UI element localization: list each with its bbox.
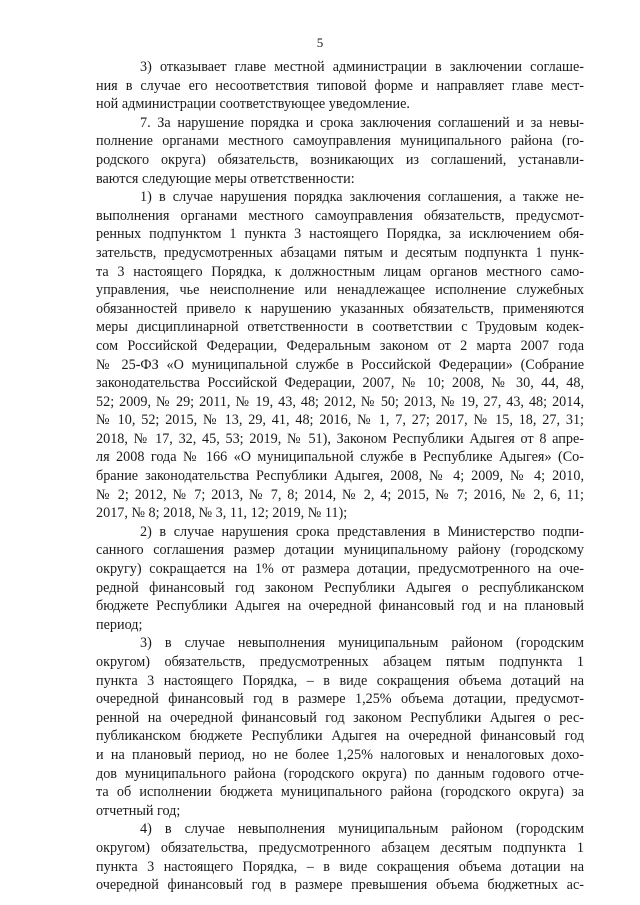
paragraph	[96, 523, 584, 635]
text-line: пункта 3 настоящего Порядка, – в виде сокращения объема дотации на	[96, 858, 584, 875]
text-line: ля 2008 года № 166 «О муниципальной службе в Республике Адыгея» (Со-	[96, 449, 584, 466]
text-line: выполнения органами местного самоуправления обязательств, предусмот-	[96, 207, 584, 224]
text-line: 3) отказывает главе местной администрации в заключении соглаше-	[140, 59, 584, 75]
text-line: период;	[96, 616, 143, 633]
text-line: обязанностей привело к нарушению указанных обязательств, применяются	[96, 300, 584, 317]
text-line: очередной финансовый год в размере превышения объема бюджетных ас-	[96, 877, 584, 894]
paragraph	[96, 188, 584, 523]
text-line: 52; 2009, № 29; 2011, № 19, 43, 48; 2012, № 50; 2013, № 19, 27, 43, 48; 2014,	[96, 393, 584, 410]
text-line: и на плановый период, но не более 1,25% налоговых и неналоговых дохо-	[96, 746, 584, 763]
text-line: ренных подпунктом 1 пункта 3 настоящего Порядка, за исключением обя-	[96, 226, 584, 243]
text-line: управления, чье неисполнение или ненадлежащее исполнение служебных	[96, 282, 584, 299]
paragraph	[96, 58, 584, 114]
text-line: та 3 настоящего Порядка, к должностным лицам органов местного само-	[96, 263, 584, 280]
text-line: 7. За нарушение порядка и срока заключения соглашений и за невы-	[140, 114, 584, 131]
text-line: 2) в случае нарушения срока представления в Министерство подпи-	[140, 523, 584, 540]
text-line: ваются следующие меры ответственности:	[96, 170, 355, 187]
text-line: законодательства Российской Федерации, 2007, № 10; 2008, № 30, 44, 48,	[96, 375, 584, 392]
text-line: родского округа) обязательств, возникающих из соглашений, устанавли-	[96, 151, 584, 168]
text-line: ной администрации соответствующее уведомление.	[96, 96, 410, 113]
text-line: № 2; 2012, № 7; 2013, № 7, 8; 2014, № 2, 4; 2015, № 7; 2016, № 2, 6, 11;	[96, 486, 584, 503]
text-line: полнение органами местного самоуправления муниципального района (го-	[96, 133, 584, 150]
text-line: 2017, № 8; 2018, № 3, 11, 12; 2019, № 11);	[96, 505, 348, 522]
text-line: округом) обязательства, предусмотренного абзацем десятым подпункта 1	[96, 839, 584, 856]
text-line: № 25-ФЗ «О муниципальной службе в Российской Федерации» (Собрание	[96, 356, 584, 373]
text-line: санного соглашения размер дотации муниципальному району (городскому	[96, 542, 584, 559]
text-line: меры дисциплинарной ответственности в соответствии с Трудовым кодек-	[96, 319, 584, 336]
text-line: очередной финансовый год в размере 1,25% объема дотации, предусмот-	[96, 691, 584, 708]
text-line: округом) обязательств, предусмотренных абзацем пятым подпункта 1	[96, 654, 584, 670]
paragraph	[96, 114, 584, 188]
text-line: округу) сокращается на 1% от размера дотации, предусмотренного на оче-	[96, 561, 584, 578]
text-line: отчетный год;	[96, 802, 181, 819]
text-line: пункта 3 настоящего Порядка, – в виде сокращения объема дотаций на	[96, 672, 584, 689]
paragraph	[96, 634, 584, 820]
text-line: та об исполнении бюджета муниципального района (городского округа) за	[96, 784, 584, 801]
page-number: 5	[316, 35, 324, 50]
paragraph	[96, 820, 584, 894]
text-line: брание законодательства Республики Адыгея, 2008, № 4; 2009, № 4; 2010,	[96, 468, 584, 485]
text-line: дов муниципального района (городского округа) по данным годового отче-	[96, 765, 584, 782]
text-line: 4) в случае невыполнения муниципальным районом (городским	[140, 821, 584, 838]
text-line: сом Российской Федерации, Федеральным законом от 2 марта 2007 года	[96, 337, 584, 354]
text-line: 2018, № 17, 32, 45, 53; 2019, № 51), Законом Республики Адыгея от 8 апре-	[96, 430, 584, 447]
text-line: 3) в случае невыполнения муниципальным районом (городским	[140, 635, 584, 652]
text-line: публиканском бюджете Республики Адыгея на очередной финансовый год	[96, 728, 584, 745]
text-line: зательств, предусмотренных абзацами пятым и десятым подпункта 1 пунк-	[96, 244, 584, 261]
text-line: бюджете Республики Адыгея на очередной финансовый год и на плановый	[96, 598, 584, 615]
text-line: редной финансовый год законом Республики Адыгея о республиканском	[96, 579, 584, 596]
text-line: 1) в случае нарушения порядка заключения соглашения, а также не-	[140, 189, 584, 206]
document-body	[96, 58, 584, 895]
text-line: ния в случае его несоответствия типовой форме и направляет главе мест-	[96, 77, 584, 94]
text-line: № 10, 52; 2015, № 13, 29, 41, 48; 2016, № 1, 7, 27; 2017, № 15, 18, 27, 31;	[96, 412, 584, 429]
text-line: ренной на очередной финансовый год законом Республики Адыгея о рес-	[96, 709, 584, 726]
